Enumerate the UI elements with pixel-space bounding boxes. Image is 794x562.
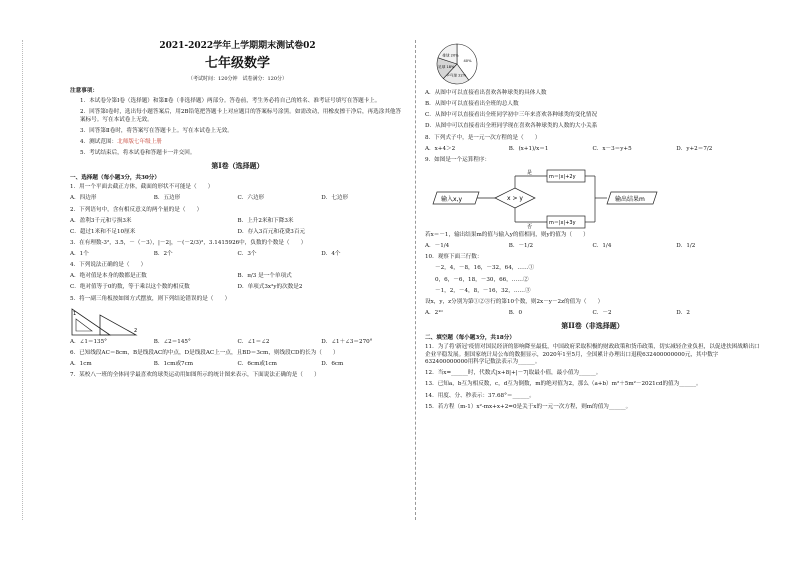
part2-title: 第II卷（非选择题） bbox=[561, 321, 624, 331]
option: B．2个 bbox=[153, 251, 173, 258]
option: B．(x+1)/x＝1 bbox=[508, 145, 549, 152]
option: D．6cm bbox=[321, 361, 344, 368]
section-choice: 一、选择题（每小题3分，共30分） bbox=[70, 174, 160, 181]
column-divider bbox=[415, 40, 416, 520]
yes-label: 是 bbox=[527, 169, 533, 176]
option: B．五边形 bbox=[153, 195, 181, 202]
option: B．上升2米和下降3米 bbox=[237, 217, 294, 224]
option: D．4个 bbox=[321, 251, 341, 258]
exam-info: （考试时间：120分钟 试卷满分：120分） bbox=[187, 75, 288, 82]
formula-top: m＝|x|+2y bbox=[549, 173, 576, 180]
pie-label-2: 足球 18% bbox=[438, 65, 455, 70]
option: D．存入3百元和花费3百元 bbox=[237, 228, 306, 235]
q4-options-row1 bbox=[70, 273, 405, 281]
formula-bottom: m＝|x|+3y bbox=[549, 219, 576, 226]
option: D．单项式3x²y的次数是2 bbox=[237, 284, 303, 291]
flowchart bbox=[431, 168, 661, 230]
sequence-row: －2，4，－8，16，－32，64，……① bbox=[435, 265, 535, 272]
note-item: 3．回答第Ⅱ卷时，将答案写在答题卡上。写在本试卷上无效。 bbox=[80, 127, 233, 134]
option: C．绝对值等于0的数，等于乘以这个数的相反数 bbox=[70, 284, 190, 291]
option: C．－2 bbox=[592, 309, 612, 316]
q9-text: 若x＝－1，输出结果m的值与输入y的值相同，则y的值为（ ） bbox=[425, 231, 589, 238]
pie-label-3: 排球 20% bbox=[442, 53, 459, 58]
option: A．1cm bbox=[70, 361, 92, 368]
question-10: 10．观察下面三行数： bbox=[425, 254, 483, 261]
q2-options-row1 bbox=[70, 218, 405, 226]
condition-label: x > y bbox=[507, 194, 523, 202]
q3-options bbox=[70, 251, 405, 259]
option: B．1cm或7cm bbox=[153, 361, 194, 368]
note-item: 5．考试结束后，将本试卷和答题卡一并交回。 bbox=[80, 150, 196, 157]
option: B．0 bbox=[508, 309, 523, 316]
q5-options bbox=[70, 339, 405, 347]
option: D．1/2 bbox=[676, 243, 696, 250]
binding-margin bbox=[22, 40, 23, 520]
note-item: 1．本试卷分第Ⅰ卷（选择题）和第Ⅱ卷（非选择题）两部分。答卷前，考生务必将自己的姓名、准考证号填写在答题卡上。 bbox=[80, 97, 381, 104]
q7-option: D．从图中可以直接看出全班同学现在喜欢各种球类的人数的大小关系 bbox=[425, 123, 598, 130]
question-5: 5．将一副三角板按如图方式摆放，则下列结论错误的是（ ） bbox=[70, 295, 231, 302]
q7-option: A．从图中可以直接看出喜欢各种球类的具体人数 bbox=[425, 90, 547, 96]
option: A．1个 bbox=[70, 251, 89, 258]
question-12: 12．当x=______时，代数式|x+8|+|－7|取最小值，最小值为______。 bbox=[425, 370, 602, 377]
q7-option: C．从图中可以直接看出全班同学初中三年来喜欢各种球类的变化情况 bbox=[425, 112, 598, 119]
note-item: 2．回答第Ⅰ卷时，选出每小题答案后，用2B铅笔把答题卡上对应题目的答案标号涂黑。如需改动，用橡皮擦干净后，再选涂其他答案标号。写在本试卷上无效。 bbox=[80, 109, 402, 123]
question-6: 6．已知线段AC＝8cm，B是线段AC的中点，D是线段AC上一点，且BD＝3cm，则线段CD的长为（ ） bbox=[70, 349, 339, 356]
option: D．2 bbox=[676, 309, 690, 316]
angle-2-label: 2 bbox=[134, 327, 138, 334]
note-item: 4．测试范围： bbox=[80, 138, 118, 145]
q8-options bbox=[425, 146, 760, 154]
question-13: 13．已知a，b互为相反数，c，d互为倒数，m的绝对值为2，那么（a+b）m²＋5m²－2021cd的值为______。 bbox=[425, 381, 702, 388]
section-fill: 二、填空题（每小题3分，共18分） bbox=[425, 334, 515, 341]
exam-title: 2021-2022学年上学期期末测试卷02 bbox=[159, 41, 316, 51]
question-11: 11．为了将'新冠'疫情对国民经济的影响降至最低，中国政府采取积极的财政政策和货币政策，切实减轻企业负担，以促进扶困战略出口企业平稳发展。据国家统计局公布的数据显示，2020年1至5月，全国累计办理出口退税632400000000元，其中数字632400000000用科学记数法表示为______。 bbox=[425, 344, 760, 366]
right-column bbox=[425, 40, 760, 415]
angle-1-label: 1 bbox=[73, 310, 77, 317]
option: C．6cm或1cm bbox=[237, 361, 277, 368]
option: B．∠2＝145° bbox=[153, 338, 191, 345]
exam-subtitle: 七年级数学 bbox=[204, 56, 270, 72]
option: B．－1/2 bbox=[508, 243, 534, 250]
option: C．超过1米和不足10厘米 bbox=[70, 228, 136, 235]
option: A．盈利3千元和亏损3米 bbox=[70, 217, 132, 224]
q2-options-row2 bbox=[70, 229, 405, 237]
note-item-scope bbox=[70, 139, 405, 147]
q9-options bbox=[425, 243, 760, 251]
option: D．七边形 bbox=[321, 195, 349, 202]
question-3: 3．在有理数-3²，3.5，－（－3），|－2|，－(－2/3)²，3.1415926中，负数的个数是（ ） bbox=[70, 239, 307, 246]
option: A．－1/4 bbox=[425, 243, 450, 250]
q4-options-row2 bbox=[70, 284, 405, 292]
sequence-row: 0，6，－6，18，－30，66，……② bbox=[435, 276, 529, 283]
triangle-ruler-figure bbox=[70, 307, 140, 337]
question-7: 7．某校八一班的全体同学最喜欢的球类运动用如图所示的统计图来表示，下面说法正确的是（ ） bbox=[70, 372, 320, 379]
question-4: 4．下列说法正确的是（ ） bbox=[70, 262, 147, 269]
input-label: 输入x,y bbox=[441, 195, 463, 203]
q7-option: B．从图中可以直接看出全班的总人数 bbox=[425, 101, 519, 108]
no-label: 否 bbox=[527, 223, 533, 230]
question-8: 8．下列式子中，是一元一次方程的是（ ） bbox=[425, 134, 541, 141]
notes-heading: 注意事项： bbox=[70, 88, 98, 95]
test-scope: 北师版七年级上册 bbox=[117, 138, 162, 145]
question-9: 9．如图是一个运算程序： bbox=[425, 156, 491, 163]
q10-text: 设x，y，z分别为第①②③行的第10个数，则2x－y－2z的值为（ ） bbox=[425, 298, 604, 305]
option: A．∠1＝135° bbox=[70, 338, 107, 345]
option: D．∠1＋∠3＝270° bbox=[321, 338, 373, 345]
question-1: 1．用一个平面去截正方体，截面的形状不可能是（ ） bbox=[70, 184, 214, 191]
option: A．绝对值是本身的数都是正数 bbox=[70, 273, 147, 280]
option: C．∠1＝∠2 bbox=[237, 338, 270, 345]
left-column bbox=[70, 40, 405, 383]
option: C．x－3＝y+5 bbox=[592, 145, 632, 152]
q6-options bbox=[70, 361, 405, 369]
question-2: 2．下列语句中，含有相反意义的两个量的是（ ） bbox=[70, 206, 203, 213]
pie-chart bbox=[429, 40, 489, 88]
option: C．六边形 bbox=[237, 195, 265, 202]
question-15: 15．若方程（m-1）x²-mx+x+2=0是关于x的一元一次方程，则m的值为______。 bbox=[425, 403, 632, 410]
q10-options bbox=[425, 310, 760, 318]
part1-title: 第Ⅰ卷（选择题） bbox=[211, 161, 264, 171]
option: D．y+2＝7/2 bbox=[676, 145, 713, 152]
option: A．四边形 bbox=[70, 195, 97, 202]
pie-label-0: 40% bbox=[463, 59, 472, 64]
option: A．2¹⁰ bbox=[425, 309, 443, 316]
pie-label-1: 乒乓球 22% bbox=[446, 73, 467, 78]
option: C．1/4 bbox=[592, 243, 612, 250]
sequence-row: －1，2，－4，8，－16，32，……③ bbox=[435, 287, 531, 294]
output-label: 输出结果m bbox=[615, 195, 645, 203]
q1-options bbox=[70, 195, 405, 203]
question-14: 14．用度、分、秒表示：37.68°＝______。 bbox=[425, 392, 535, 399]
option: C．3个 bbox=[237, 251, 257, 258]
option: A．x+4＞2 bbox=[425, 145, 456, 152]
option: B．π/3 是一个单项式 bbox=[237, 273, 292, 280]
